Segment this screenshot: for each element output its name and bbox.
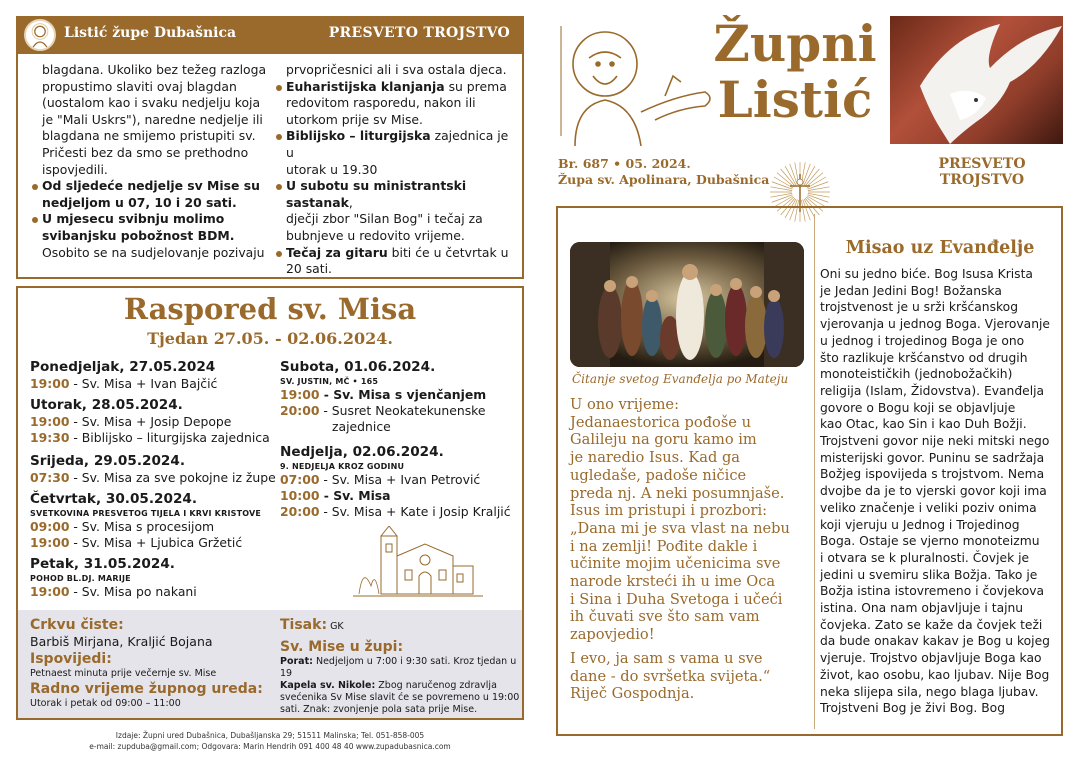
publisher-footer (16, 730, 524, 752)
left-header (16, 16, 524, 54)
gospel-line: dane - do svršetka svijeta.“ (570, 667, 771, 685)
footer-line: Izdaje: Župni ured Dubašnica, Dubašljanska 29; 51511 Malinska; Tel. 051-858-005 (115, 731, 425, 740)
confession-label: Ispovijedi: (30, 651, 112, 667)
day-name: Utorak, 28.05.2024. (30, 397, 183, 413)
bullet-bold-text: svibanjsku pobožnost BDM. (42, 227, 235, 243)
issue-number: Br. 687 • 05. 2024. (558, 156, 691, 171)
announcement-line: prvopričesnici ali i sva ostala djeca. (286, 62, 507, 77)
bullet-text: utorak u 19.30 (286, 161, 378, 177)
mass-time: 19:00 (280, 387, 320, 402)
mass-desc: - Sv. Misa po nakani (69, 584, 197, 599)
reflection-line: vjeruje. Trojstvo objavljuje Boga kao (820, 651, 1042, 666)
gospel-line: preda nj. A neki posumnjaše. (570, 484, 785, 502)
office-hours-value: Utorak i petak od 09:00 – 11:00 (30, 698, 181, 709)
mass-time: 09:00 (30, 519, 70, 534)
chapel-value: Zbog naručenog zdravlja (375, 680, 497, 691)
day-name: Ponedjeljak, 27.05.2024 (30, 359, 216, 375)
reflection-line: istina. Ona nam objavljuje i tajnu (820, 601, 1024, 616)
bullet-bold-text: U subotu su ministrantski sastanak (286, 178, 467, 210)
print-label: Tisak: (280, 617, 328, 633)
gospel-and-reflection-box (556, 206, 1063, 736)
schedule-week: Tjedan 27.05. - 02.06.2024. (147, 329, 393, 348)
bullet-bold-text: nedjeljom u 07, 10 i 20 sati. (42, 194, 237, 210)
announcements-box (16, 54, 524, 279)
feast-line: PRESVETO (938, 156, 1026, 172)
gospel-line: ugledaše, padoše ničice (570, 466, 747, 484)
liturgical-note: SV. JUSTIN, MČ • 165 (280, 377, 379, 386)
liturgical-note: POHOD BL.DJ. MARIJE (30, 574, 131, 583)
gospel-line: U ono vrijeme: (570, 396, 679, 413)
day-name: Četvrtak, 30.05.2024. (30, 491, 198, 507)
bullet-text: , (348, 194, 353, 210)
masthead-line: Župni (713, 14, 877, 73)
masthead-title (700, 16, 890, 128)
footer-line: e-mail: zupduba@gmail.com; Odgovara: Marin Hendrih 091 400 48 40 www.zupadubasnica.com (89, 742, 451, 751)
bullet-bold-text: U mjesecu svibnju molimo (42, 211, 225, 227)
mass-desc: - Sv. Misa s vjenčanjem (319, 387, 487, 402)
mass-desc: - Sv. Misa s procesijom (69, 519, 215, 534)
confession-value: Petnaest minuta prije večernje sv. Mise (30, 668, 217, 679)
reflection-line: neka slijepa sila, nego blaga ljubav. (820, 684, 1039, 699)
porat-label: Porat: (280, 656, 313, 667)
bullet-bold-text: Euharistijska klanjanja (286, 78, 445, 94)
gospel-caption: Čitanje svetog Evanđelja po Mateju (572, 372, 789, 386)
mass-time: 10:00 (280, 488, 320, 503)
gospel-line: Jedanaestorica pođoše u (570, 413, 751, 431)
reflection-title: Misao uz Evanđelje (845, 238, 1035, 258)
mass-time: 07:30 (30, 470, 70, 485)
bullet-text: biti će u četvrtak u (387, 244, 509, 260)
mass-desc: - Sv. Misa za sve pokojne iz župe (69, 470, 276, 485)
day-friday (30, 555, 197, 600)
bullet-text: su prema (444, 78, 507, 94)
parish-info-box (16, 610, 524, 720)
list-item (274, 245, 520, 278)
bullet-text: dječji zbor "Silan Bog" i tečaj za (286, 211, 483, 227)
reflection-line: dvojbe da je to vjerski govor koji ima (820, 484, 1047, 499)
reflection-line: je Jedan Jedini Bog! Božanska (820, 283, 1002, 298)
reflection-line: Božja istina istovremeno i čovjekova (820, 584, 1045, 599)
mass-desc: - Sv. Misa + Ivan Bajčić (69, 376, 218, 391)
day-tuesday (30, 396, 270, 446)
mass-time: 19:00 (30, 535, 70, 550)
reflection-line: kao Otac, kao Sin i kao Duh Božji. (820, 417, 1027, 432)
mass-time: 20:00 (280, 504, 320, 519)
gospel-text (570, 396, 810, 703)
right-feast (920, 156, 1044, 188)
reflection-line: Trojstveni govor nije neki mitski nego (820, 434, 1050, 449)
parish-info-right (280, 616, 520, 716)
announcement-line: blagdana. Ukoliko bez težeg razloga (42, 62, 267, 77)
dove-icon (890, 16, 1063, 144)
reflection-line: Oni su jedno biće. Bog Isusa Krista (820, 267, 1033, 281)
mass-desc: - Sv. Misa + Ljubica Gržetić (69, 535, 243, 550)
gospel-line: „Dana mi je sva vlast na nebu (570, 519, 790, 537)
announcement-line: blagdana ne smijemo pristupiti sv. (42, 128, 256, 144)
announcement-line: propustimo slaviti ovaj blagdan (42, 78, 237, 94)
parish-info-left (30, 616, 280, 710)
bullet-bold-text: Tečaj za gitaru (286, 244, 388, 260)
bullet-bold-text: Biblijsko – liturgijska (286, 128, 431, 144)
mass-time: 19:00 (30, 414, 70, 429)
mass-desc: - Susret Neokatekunenske (319, 403, 486, 418)
gospel-line: Galileju na goru kamo im (570, 431, 757, 449)
mass-entry (280, 387, 516, 403)
announcement-line: Pričesti bez da smo se prethodno (42, 144, 249, 160)
reflection-line: život, kao osobu, kao ljubav. Nije Bog (820, 667, 1050, 682)
mass-entry (30, 584, 197, 600)
left-header-title: Listić župe Dubašnica (64, 25, 237, 41)
reflection-line: da bude onakav kakav je Bog u kojeg (820, 634, 1050, 649)
chapel-value: sati. Znak: zvonjenje pola sata prije Mise. (280, 704, 478, 715)
announcement-line: ispovjedili. (42, 161, 108, 177)
gospel-line: je naredio Isus. Kad ga (570, 449, 740, 467)
mass-desc: - Sv. Misa + Josip Depope (69, 414, 232, 429)
day-name: Subota, 01.06.2024. (280, 359, 436, 375)
feast-line: TROJSTVO (939, 172, 1025, 188)
reflection-line: monoteističkih (jednobožačkih) (820, 367, 1013, 382)
bullet-text: utorkom prije sv Mise. (286, 111, 423, 127)
day-name: Nedjelja, 02.06.2024. (280, 444, 444, 460)
reflection-line: što razlikuje kršćanstvo od drugih (820, 350, 1028, 365)
announcement-line: (uostalom kao i svaku nedjelju koja (42, 95, 261, 111)
apostles-painting-image (570, 242, 804, 367)
mass-entry (30, 535, 261, 551)
gospel-line: ih čuvati sve što sam vam (570, 608, 760, 626)
reflection-line: čovjeka. Zato se kaže da čovjek teži (820, 617, 1043, 632)
reflection-text (820, 266, 1060, 717)
chapel-label: Kapela sv. Nikole: (280, 680, 376, 691)
gospel-line: i Sina i Duha Svetoga i učeći (570, 590, 783, 608)
reflection-line: koji vjeruju u Jednog i Trojedinog (820, 517, 1020, 532)
list-item (274, 79, 520, 129)
mass-desc: - Biblijsko – liturgijska zajednica (69, 430, 270, 445)
mass-time: 07:00 (280, 472, 320, 487)
mass-time: 19:00 (30, 376, 70, 391)
mass-entry (30, 470, 276, 486)
reflection-line: vjerovanja u jednog Boga. Vjerovanje (820, 317, 1050, 332)
mass-entry (280, 488, 516, 504)
reflection-line: Božjeg ispovijeda s trojstvom. Nema (820, 467, 1045, 482)
issue-info (558, 156, 769, 188)
list-item (30, 211, 276, 261)
announcement-line: je "Mali Uskrs"), naredne nedjelje ili (42, 111, 263, 127)
day-sunday (280, 443, 516, 520)
gospel-line: zapovjedio! (570, 626, 655, 644)
mass-entry (280, 472, 516, 488)
list-item (30, 178, 276, 211)
mass-time: 19:00 (30, 584, 70, 599)
print-value: GK (327, 621, 344, 632)
day-name: Petak, 31.05.2024. (30, 556, 175, 572)
column-divider (814, 214, 815, 729)
bullet-text: 20 sati. (286, 261, 332, 277)
bullet-text: Osobito se na sudjelovanje pozivaju (42, 244, 265, 260)
reflection-line: religija (Islam, Židovstva). Evanđelja (820, 383, 1045, 398)
day-name: Srijeda, 29.05.2024. (30, 453, 185, 469)
announcements-column-a (30, 62, 276, 261)
mass-desc: - Sv. Misa + Ivan Petrović (319, 472, 481, 487)
reflection-line: veliko značenje i veliki poziv onima (820, 500, 1037, 515)
liturgical-note: SVETKOVINA PRESVETOG TIJELA I KRVI KRISTOVE (30, 509, 262, 518)
gospel-line: narode krsteći ih u ime Oca (570, 573, 776, 591)
bullet-bold-text: Od sljedeće nedjelje sv Mise su (42, 178, 260, 194)
bullet-text: zajednica je u (286, 128, 509, 160)
list-item (274, 178, 520, 244)
reflection-line: i otvara se k pluralnosti. Čovjek je (820, 550, 1030, 565)
reflection-line: Trojstveni Bog je živi Bog. Bog (820, 701, 1006, 716)
reflection-line: u jednog i trojedinog Boga je ono (820, 333, 1025, 348)
day-saturday (280, 358, 516, 435)
mass-desc: - Sv. Misa (319, 488, 391, 503)
mass-time: 19:30 (30, 430, 70, 445)
reflection-line: jedini u svemiru slika Božja. Tako je (820, 567, 1038, 582)
day-thursday (30, 490, 261, 551)
mass-time: 20:00 (280, 403, 320, 418)
day-monday (30, 358, 217, 392)
mass-entry (30, 376, 217, 392)
day-wednesday (30, 452, 276, 486)
gospel-line: i na zemlji! Pođite dakle i (570, 537, 758, 555)
mass-entry (30, 430, 270, 446)
gospel-line: Riječ Gospodnja. (570, 685, 695, 703)
gospel-line: I evo, ja sam s vama u sve (570, 649, 763, 667)
mass-entry (280, 504, 516, 520)
cleaning-value: Barbiš Mirjana, Kraljić Bojana (30, 634, 213, 649)
office-hours-label: Radno vrijeme župnog ureda: (30, 681, 263, 697)
gospel-line: učinite mojim učenicima sve (570, 555, 781, 573)
masses-label: Sv. Mise u župi: (280, 639, 404, 655)
church-drawing-icon (353, 526, 483, 606)
gospel-line: Isus im pristupi i prozbori: (570, 502, 768, 520)
reflection-line: trojstvenost je u srži kršćanskog (820, 300, 1018, 315)
masthead-line: Listić (717, 70, 873, 129)
schedule-title: Raspored sv. Misa (123, 292, 417, 326)
parish-name: Župa sv. Apolinara, Dubašnica (558, 172, 770, 187)
cleaning-label: Crkvu čiste: (30, 617, 124, 633)
mass-schedule-box (16, 286, 524, 610)
announcements-column-b (274, 62, 520, 278)
mass-entry (280, 403, 516, 419)
chapel-value: svećenika Sv Mise slavit će se povremeno u 19:00 (280, 692, 520, 703)
reflection-line: Boga. Ostaje se vjerno monoteizmu (820, 534, 1040, 549)
mass-desc: - Sv. Misa + Kate i Josip Kraljić (319, 504, 511, 519)
list-item (274, 128, 520, 178)
liturgical-note: 9. NEDJELJA KROZ GODINU (280, 462, 405, 471)
reflection-line: govore o Bogu koji se objavljuje (820, 400, 1016, 415)
left-header-feast: PRESVETO TROJSTVO (328, 25, 510, 41)
mass-entry (30, 519, 261, 535)
mass-desc-continued: zajednice (332, 419, 391, 434)
saint-logo-icon (24, 19, 56, 51)
bullet-text: redovitom rasporedu, nakon ili (286, 95, 476, 111)
mass-entry (30, 414, 270, 430)
reflection-line: misterijski govor. Puninu se sadržaja (820, 450, 1045, 465)
porat-value: Nedjeljom u 7:00 i 9:30 sati. Kroz tjedan u 19 (280, 656, 517, 679)
bullet-text: bubnjeve u redovito vrijeme. (286, 227, 465, 243)
